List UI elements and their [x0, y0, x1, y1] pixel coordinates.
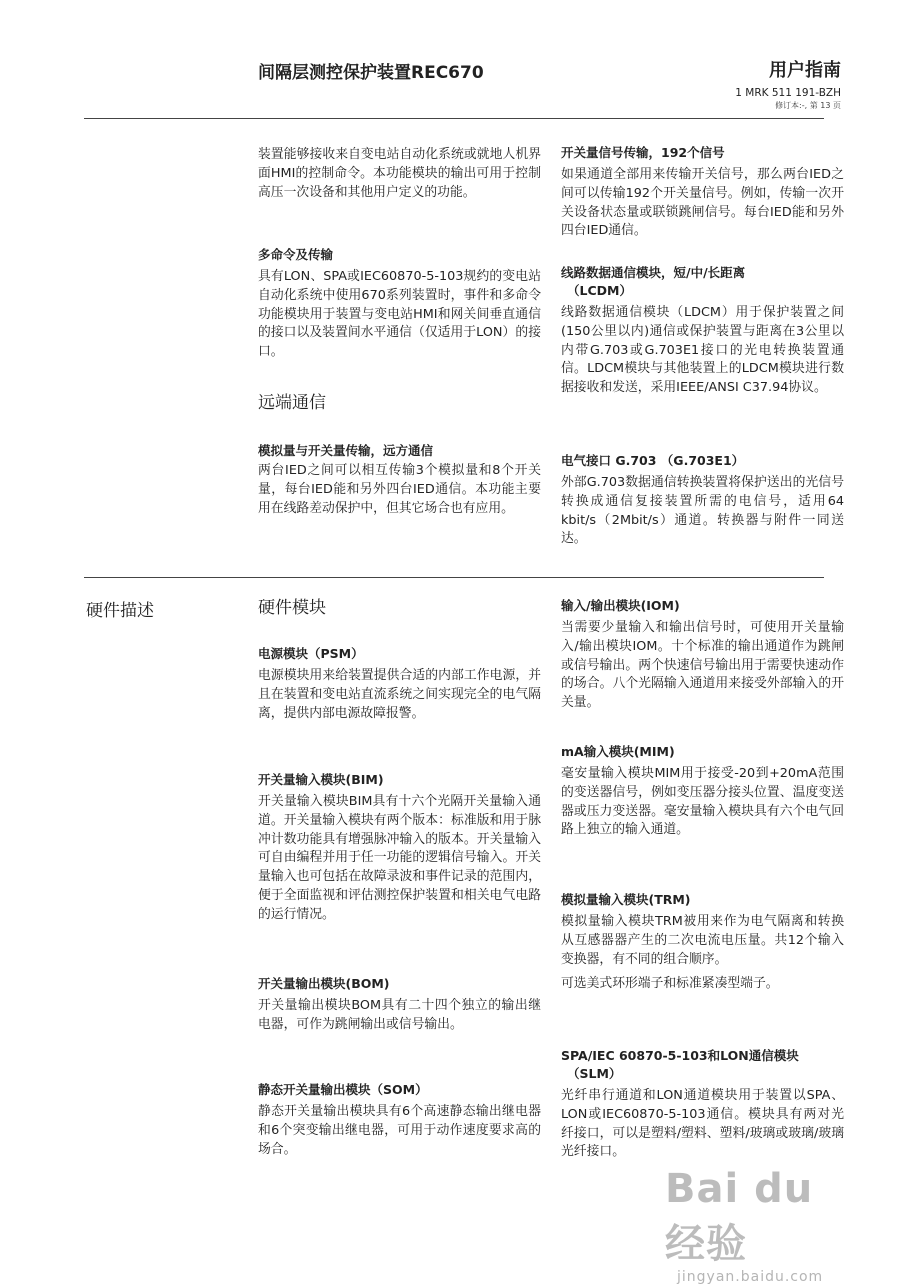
multi-command-section [258, 246, 541, 362]
trm-text: 模拟量输入模块TRM被用来作为电气隔离和转换从互感器器产生的二次电流电压量。共12个输入变换器，有不同的组合顺序。 [561, 914, 844, 967]
g703-text: 外部G.703数据通信转换装置将保护送出的光信号转换成通信复接装置所需的电信号，适用64 kbit/s（2Mbit/s）通道。转换器与附件一同送达。 [561, 475, 844, 547]
som-text: 静态开关量输出模块具有6个高速静态输出继电器和6个突变输出继电器，可用于动作速度要求高的场合。 [258, 1104, 541, 1157]
analog-binary-section [258, 442, 541, 518]
binary-signal-section [561, 144, 844, 241]
psm-text: 电源模块用来给装置提供合适的内部工作电源，并且在装置和变电站直流系统之间实现完全的电气隔离，提供内部电源故障报警。 [258, 668, 541, 721]
analog-binary-text: 两台IED之间可以相互传输3个模拟量和8个开关量，每台IED能和另外四台IED通信。本功能主要用在线路差动保护中，但其它场合也有应用。 [258, 463, 541, 516]
hardware-modules-title: 硬件模块 [258, 598, 326, 618]
document-title: 间隔层测控保护装置REC670 [258, 63, 484, 83]
hardware-description-heading: 硬件描述 [86, 601, 154, 621]
iom-section [561, 597, 844, 713]
bom-section [258, 975, 541, 1035]
iom-text: 当需要少量输入和输出信号时，可使用开关量输入/输出模块IOM。十个标准的输出通道作为跳闸或信号输出。两个快速信号输出用于需要快速动作的场合。八个光隔输入通道用来接受外部输入的开关量。 [561, 620, 844, 711]
header-right [735, 60, 841, 111]
slm-section [561, 1047, 844, 1162]
remote-comm-section [258, 392, 541, 414]
iom-title: 输入/输出模块(IOM) [561, 598, 680, 613]
bom-text: 开关量输出模块BOM具有二十四个独立的输出继电器，可作为跳闸输出或信号输出。 [258, 998, 541, 1032]
mim-title: mA输入模块(MIM) [561, 744, 675, 759]
multi-command-text: 具有LON、SPA或IEC60870-5-103规约的变电站自动化系统中使用670系列装置时，事件和多命令功能模块用于装置与变电站HMI和网关间垂直通信的接口以及装置间水平通信（仅适用于LON）的接口。 [258, 269, 541, 360]
watermark-url: jingyan.baidu.com [677, 1269, 824, 1285]
g703-title: 电气接口 G.703 （G.703E1） [561, 453, 745, 468]
psm-title: 电源模块（PSM） [258, 646, 364, 661]
intro-section [258, 146, 541, 202]
slm-title-abbr: （SLM） [567, 1066, 622, 1081]
header-divider [84, 118, 824, 119]
som-title: 静态开关量输出模块（SOM） [258, 1082, 428, 1097]
hardware-modules-section [258, 597, 541, 619]
baidu-watermark [665, 1166, 841, 1285]
binary-signal-title: 开关量信号传输，192个信号 [561, 145, 725, 160]
multi-command-title: 多命令及传输 [258, 247, 334, 262]
slm-title: SPA/IEC 60870-5-103和LON通信模块 [561, 1048, 799, 1063]
bim-title: 开关量输入模块(BIM) [258, 772, 384, 787]
document-number: 1 MRK 511 191-BZH [735, 87, 841, 99]
mim-section [561, 743, 844, 840]
trm-note: 可选美式环形端子和标准紧凑型端子。 [561, 976, 779, 992]
slm-text: 光纤串行通道和LON通道模块用于装置以SPA、LON或IEC60870-5-103通信。模块具有两对光纤接口，可以是塑料/塑料、塑料/玻璃或玻璃/玻璃光纤接口。 [561, 1088, 844, 1160]
analog-binary-title: 模拟量与开关量传输，远方通信 [258, 443, 434, 458]
psm-section [258, 645, 541, 723]
bim-text: 开关量输入模块BIM具有十六个光隔开关量输入通道。开关量输入模块有两个版本：标准版和用于脉冲计数功能具有增强脉冲输入的版本。开关量输入可自由编程并用于任一功能的逻辑信号输入。开关量输入也可包括在故障录波和事件记录的范围内，便于全面监视和评估测控保护装置和相关电气电路的运行情况。 [258, 794, 541, 922]
revision-page: 修订本:-, 第 13 页 [775, 101, 841, 110]
baidu-logo: Bai du 经验 [665, 1166, 814, 1267]
bom-title: 开关量输出模块(BOM) [258, 976, 390, 991]
intro-text: 装置能够接收来自变电站自动化系统或就地人机界面HMI的控制命令。本功能模块的输出可用于控制高压一次设备和其他用户定义的功能。 [258, 147, 541, 200]
trm-title: 模拟量输入模块(TRM) [561, 892, 691, 907]
section-divider [84, 577, 824, 578]
mim-text: 毫安量输入模块MIM用于接受-20到+20mA范围的变送器信号，例如变压器分接头位置、温度变送器或压力变送器。毫安量输入模块具有六个电气回路上独立的输入通道。 [561, 766, 844, 838]
trm-section [561, 891, 844, 994]
ldcm-title: 线路数据通信模块，短/中/长距离 [561, 265, 746, 280]
user-guide-label: 用户指南 [769, 60, 841, 81]
binary-signal-text: 如果通道全部用来传输开关信号，那么两台IED之间可以传输192个开关量信号。例如，传输一次开关设备状态量或联锁跳闸信号。每台IED能和另外四台IED通信。 [561, 167, 844, 239]
ldcm-section [561, 264, 844, 398]
ldcm-title-abbr: （LCDM） [567, 283, 632, 298]
som-section [258, 1081, 541, 1159]
g703-section [561, 452, 844, 549]
ldcm-text: 线路数据通信模块（LDCM）用于保护装置之间(150公里以内)通信或保护装置与距离在3公里以内带G.703或G.703E1接口的光电转换装置通信。LDCM模块与其他装置上的LDCM模块进行数据接收和发送，采用IEEE/ANSI C37.94协议。 [561, 305, 844, 396]
remote-comm-title: 远端通信 [258, 393, 326, 413]
bim-section [258, 771, 541, 925]
